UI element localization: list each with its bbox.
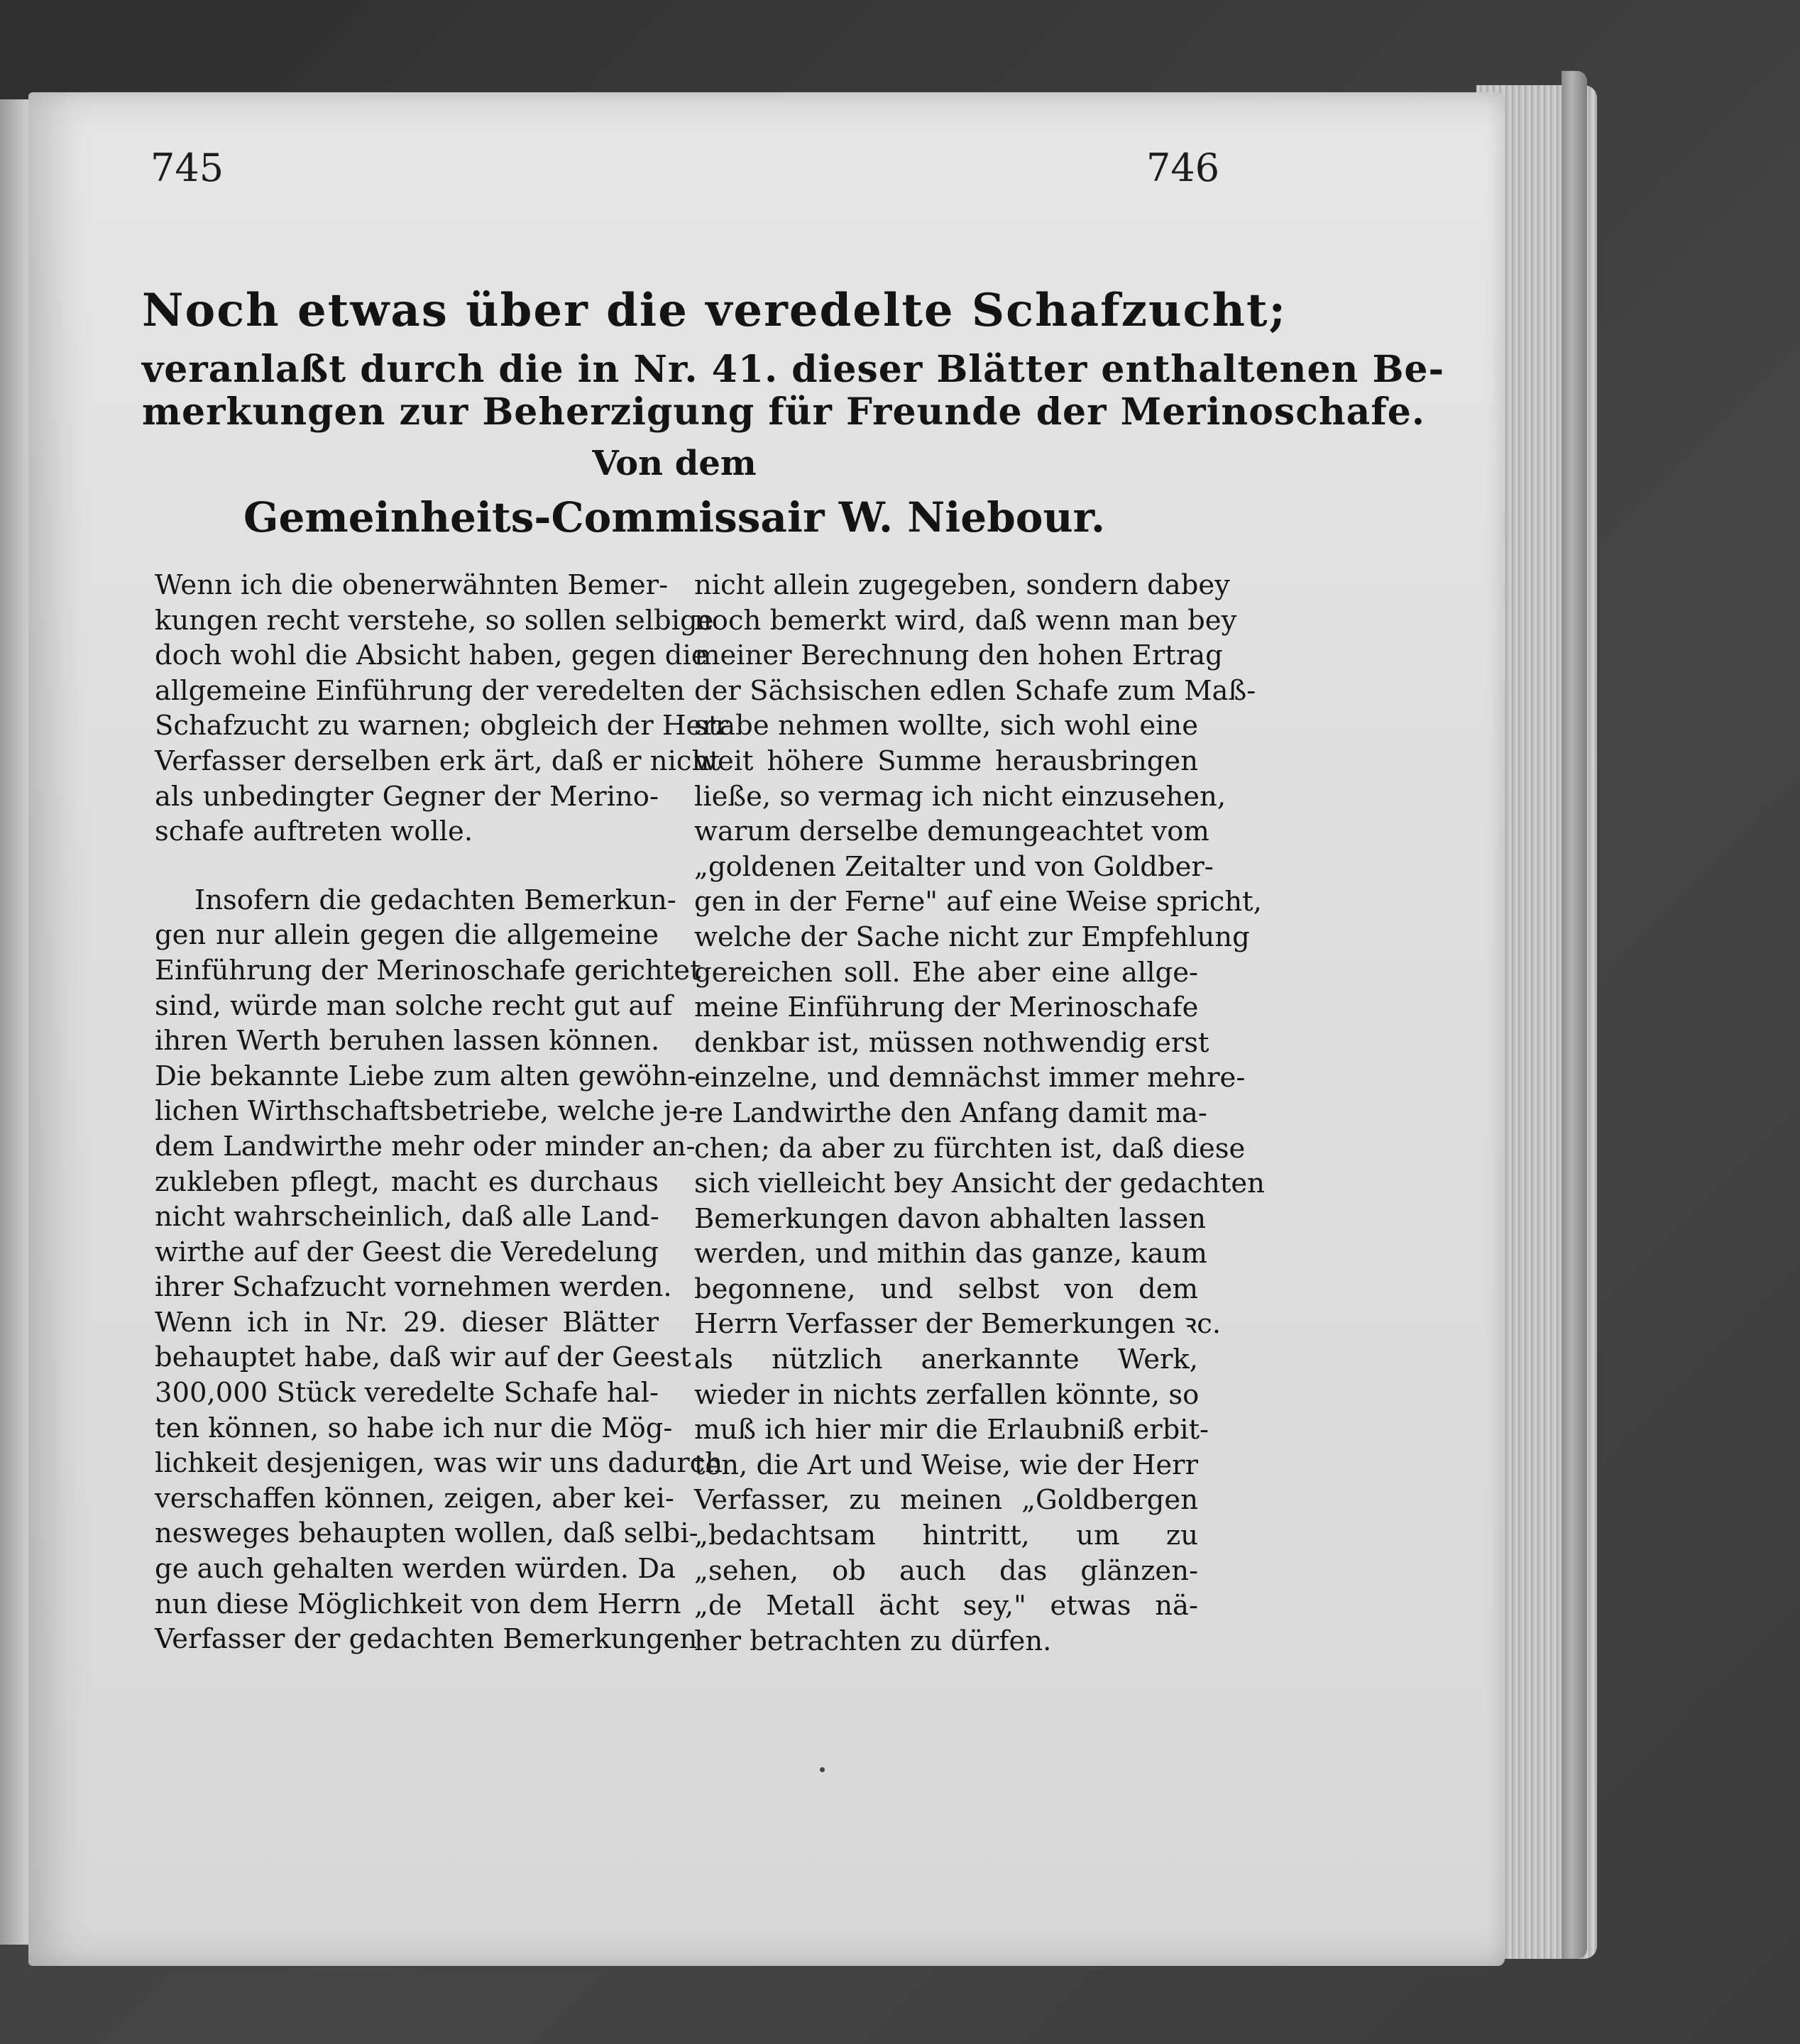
text-line: als unbedingter Gegner der Merino-	[155, 780, 659, 813]
text-line: Einführung der Merinoschafe gerichtet	[155, 954, 701, 987]
byline: Von dem	[592, 444, 757, 483]
text-line: Herrn Verfasser der Bemerkungen ꝛc.	[694, 1308, 1222, 1341]
text-line: nicht allein zugegeben, sondern dabey	[694, 569, 1230, 601]
text-line: Verfasser der gedachten Bemerkungen	[155, 1623, 698, 1656]
text-line: warum derselbe demungeachtet vom	[694, 815, 1209, 848]
text-line: lichkeit desjenigen, was wir uns dadurch	[155, 1447, 723, 1480]
text-line: allgemeine Einführung der veredelten	[155, 674, 685, 707]
text-line: einzelne, und demnächst immer mehre-	[694, 1062, 1246, 1094]
text-line: verschaffen können, zeigen, aber kei-	[155, 1482, 674, 1515]
text-line: denkbar ist, müssen nothwendig erst	[694, 1026, 1209, 1059]
text-line: lichen Wirthschaftsbetriebe, welche je-	[155, 1095, 698, 1128]
text-line: noch bemerkt wird, daß wenn man bey	[694, 604, 1237, 637]
book-cover-edge	[1562, 71, 1587, 1959]
text-line: nun diese Möglichkeit von dem Herrn	[155, 1588, 681, 1620]
text-line: nicht wahrscheinlich, daß alle Land-	[155, 1201, 659, 1233]
text-line: gen nur allein gegen die allgemeine	[155, 919, 659, 952]
text-line: ge auch gehalten werden würden. Da	[155, 1553, 676, 1586]
page-number-left: 745	[150, 145, 224, 190]
page-number-right: 746	[1146, 145, 1220, 190]
text-line: ihren Werth beruhen lassen können.	[155, 1025, 660, 1057]
text-line: Bemerkungen davon abhalten lassen	[694, 1202, 1207, 1235]
article-title: Noch etwas über die veredelte Schafzucht;	[142, 284, 1288, 337]
text-line: schafe auftreten wolle.	[155, 815, 473, 848]
text-line: werden, und mithin das ganze, kaum	[694, 1238, 1207, 1270]
text-line: nesweges behaupten wollen, daß selbi-	[155, 1517, 698, 1550]
text-line: Wenn ich in Nr. 29. dieser Blätter	[155, 1306, 659, 1339]
text-line: als nützlich anerkannte Werk,	[694, 1344, 1198, 1376]
author-name: Gemeinheits-Commissair W. Niebour.	[243, 493, 1106, 542]
text-line: sind, würde man solche recht gut auf	[155, 989, 673, 1022]
text-line: zukleben pflegt, macht es durchaus	[155, 1165, 659, 1198]
text-line: ten können, so habe ich nur die Mög-	[155, 1412, 673, 1444]
article-subtitle-line-2: merkungen zur Beherzigung für Freunde der Merinoschafe.	[142, 390, 1425, 434]
text-line: Verfasser, zu meinen „Goldbergen	[694, 1484, 1198, 1517]
text-line: sich vielleicht bey Ansicht der gedachten	[694, 1167, 1265, 1200]
text-line: meine Einführung der Merinoschafe	[694, 991, 1199, 1024]
article-subtitle-line-1: veranlaßt durch die in Nr. 41. dieser Blätter enthaltenen Be-	[142, 348, 1445, 391]
left-page-edge	[0, 99, 30, 1945]
text-line: Insofern die gedachten Bemerkun-	[194, 884, 676, 916]
paragraph-gap	[155, 850, 659, 883]
text-line: gereichen soll. Ehe aber eine allge-	[694, 956, 1198, 989]
text-line: muß ich hier mir die Erlaubniß erbit-	[694, 1414, 1209, 1446]
text-line: wirthe auf der Geest die Veredelung	[155, 1236, 659, 1268]
text-line: wieder in nichts zerfallen könnte, so	[694, 1378, 1200, 1411]
text-line: re Landwirthe den Anfang damit ma-	[694, 1097, 1207, 1129]
paragraph-1	[155, 568, 729, 850]
text-line: her betrachten zu dürfen.	[694, 1625, 1052, 1657]
text-line: begonnene, und selbst von dem	[694, 1273, 1198, 1305]
text-line: „de Metall ächt sey," etwas nä-	[694, 1590, 1198, 1622]
text-line: welche der Sache nicht zur Empfehlung	[694, 921, 1250, 953]
text-line: dem Landwirthe mehr oder minder an-	[155, 1130, 696, 1163]
text-line: „goldenen Zeitalter und von Goldber-	[694, 850, 1214, 883]
text-line: kungen recht verstehe, so sollen selbige	[155, 604, 714, 637]
text-line: ließe, so vermag ich nicht einzusehen,	[694, 780, 1226, 813]
text-line: Verfasser derselben erk ärt, daß er nicht	[155, 744, 720, 777]
ink-speck	[820, 1767, 825, 1772]
text-line: „bedachtsam hintritt, um zu	[694, 1520, 1198, 1552]
text-line: Schafzucht zu warnen; obgleich der Herr	[155, 710, 729, 742]
text-line: 300,000 Stück veredelte Schafe hal-	[155, 1377, 659, 1410]
text-line: Die bekannte Liebe zum alten gewöhn-	[155, 1060, 696, 1092]
text-line: der Sächsischen edlen Schafe zum Maß-	[694, 674, 1256, 707]
paragraph-2	[155, 883, 723, 1657]
text-line: „sehen, ob auch das glänzen-	[694, 1554, 1198, 1587]
text-line: ihrer Schafzucht vornehmen werden.	[155, 1271, 672, 1304]
text-line: chen; da aber zu fürchten ist, daß diese	[694, 1132, 1246, 1165]
text-column-right	[694, 568, 1265, 1659]
text-line: gen in der Ferne" auf eine Weise spricht,	[694, 886, 1262, 918]
text-line: doch wohl die Absicht haben, gegen die	[155, 639, 708, 672]
text-line: behauptet habe, daß wir auf der Geest	[155, 1341, 691, 1374]
text-line: Wenn ich die obenerwähnten Bemer-	[155, 569, 669, 601]
text-line: weit höhere Summe herausbringen	[694, 744, 1198, 777]
text-line: meiner Berechnung den hohen Ertrag	[694, 639, 1223, 672]
text-line: stabe nehmen wollte, sich wohl eine	[694, 710, 1198, 742]
text-column-left	[155, 568, 729, 1657]
text-line: ten, die Art und Weise, wie der Herr	[694, 1449, 1198, 1481]
